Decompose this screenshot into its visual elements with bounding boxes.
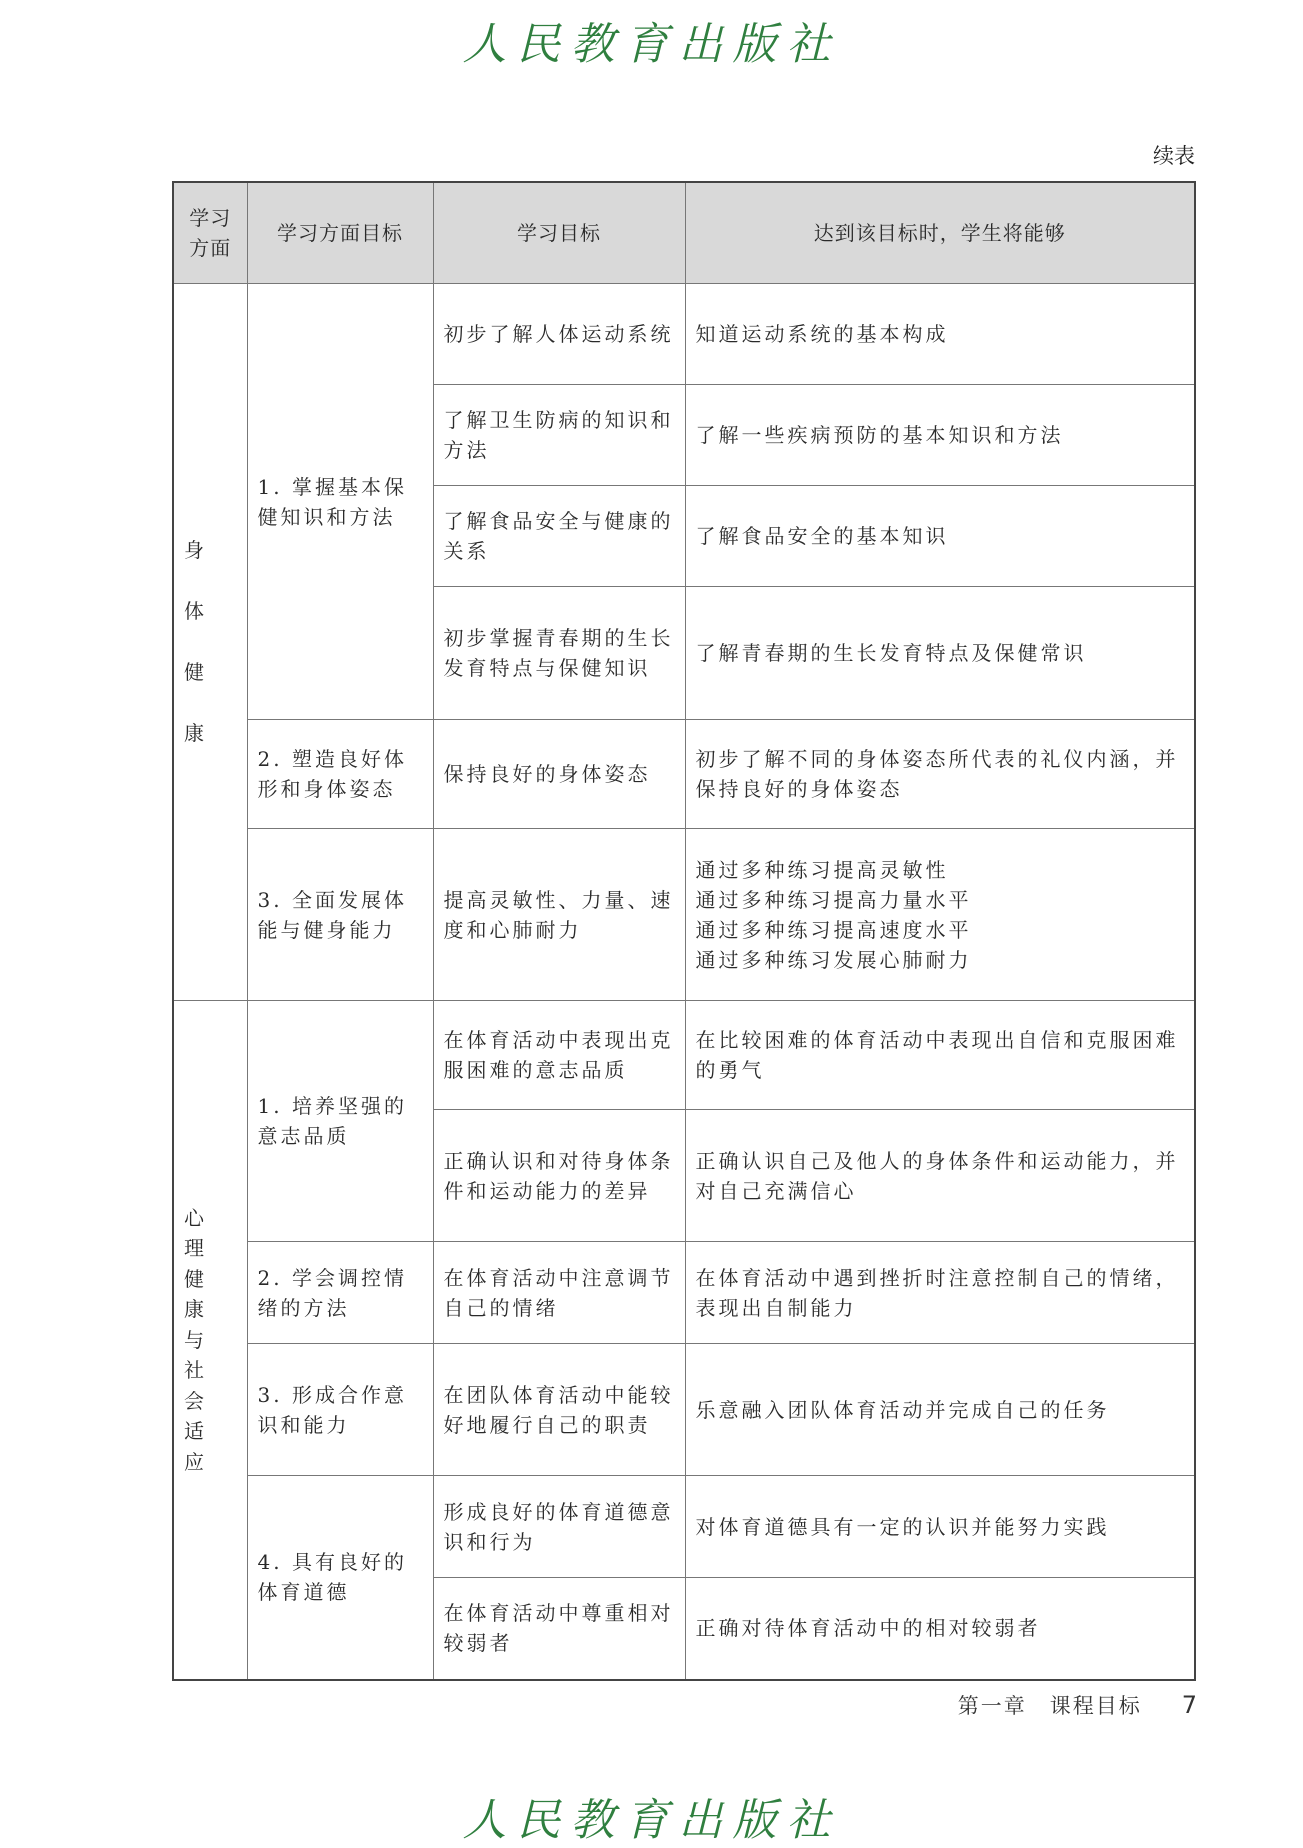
outcome-cell: 乐意融入团队体育活动并完成自己的任务 [685, 1344, 1195, 1476]
aspect-goal-cell: 1. 培养坚强的意志品质 [247, 1001, 433, 1242]
aspect-mind-char: 与 [184, 1327, 207, 1352]
curriculum-goals-table [172, 181, 1196, 1681]
outcome-cell: 对体育道德具有一定的认识并能努力实践 [685, 1476, 1195, 1578]
objective-cell: 正确认识和对待身体条件和运动能力的差异 [433, 1110, 685, 1242]
outcome-cell: 在比较困难的体育活动中表现出自信和克服困难的勇气 [685, 1001, 1195, 1110]
table-row [173, 1242, 1195, 1344]
aspect-mind-char: 健 [184, 1266, 207, 1291]
objective-cell: 提高灵敏性、力量、速度和心肺耐力 [433, 829, 685, 1001]
outcome-line: 通过多种练习发展心肺耐力 [695, 947, 972, 972]
outcome-line: 通过多种练习提高灵敏性 [695, 857, 949, 882]
aspect-mind-char: 心 [184, 1205, 207, 1230]
table-row [173, 829, 1195, 1001]
objective-cell: 在团队体育活动中能较好地履行自己的职责 [433, 1344, 685, 1476]
aspect-goal-cell: 1. 掌握基本保健知识和方法 [247, 284, 433, 720]
objective-cell: 在体育活动中尊重相对较弱者 [433, 1578, 685, 1680]
outcome-cell: 正确认识自己及他人的身体条件和运动能力，并对自己充满信心 [685, 1110, 1195, 1242]
aspect-body-char: 体 [184, 599, 207, 623]
publisher-logo-top: 人民教育出版社 [462, 19, 841, 70]
aspect-mind-char: 适 [184, 1419, 207, 1443]
aspect-goal-cell: 2. 塑造良好体形和身体姿态 [247, 720, 433, 829]
outcome-cell: 知道运动系统的基本构成 [685, 284, 1195, 385]
aspect-body-char: 康 [184, 721, 207, 745]
outcome-cell: 正确对待体育活动中的相对较弱者 [685, 1578, 1195, 1680]
outcome-cell: 了解一些疾病预防的基本知识和方法 [685, 385, 1195, 486]
aspect-body-char: 健 [184, 660, 207, 684]
table-row [173, 1476, 1195, 1578]
outcome-cell: 了解食品安全的基本知识 [685, 486, 1195, 587]
objective-cell: 在体育活动中表现出克服困难的意志品质 [433, 1001, 685, 1110]
table-row [173, 720, 1195, 829]
outcome-cell: 在体育活动中遇到挫折时注意控制自己的情绪，表现出自制能力 [685, 1242, 1195, 1344]
objective-cell: 了解卫生防病的知识和方法 [433, 385, 685, 486]
outcome-cell: 初步了解不同的身体姿态所代表的礼仪内涵，并保持良好的身体姿态 [685, 720, 1195, 829]
aspect-goal-cell: 3. 全面发展体能与健身能力 [247, 829, 433, 1001]
outcome-line: 通过多种练习提高速度水平 [695, 917, 972, 942]
aspect-mind-char: 康 [184, 1297, 207, 1321]
header-outcome: 达到该目标时，学生将能够 [685, 182, 1195, 284]
aspect-body-health [173, 284, 247, 1001]
chapter-title: 第一章 课程目标 [957, 1694, 1142, 1718]
table-header-row [173, 182, 1195, 284]
table-row [173, 1001, 1195, 1110]
objective-cell: 初步了解人体运动系统 [433, 284, 685, 385]
objective-cell: 保持良好的身体姿态 [433, 720, 685, 829]
outcome-cell [685, 829, 1195, 1001]
aspect-mind-char: 社 [184, 1358, 207, 1382]
publisher-logo-bottom: 人民教育出版社 [462, 1795, 841, 1846]
header-objective: 学习目标 [433, 182, 685, 284]
aspect-mind-char: 会 [184, 1388, 207, 1413]
outcome-line: 通过多种练习提高力量水平 [695, 887, 972, 912]
outcome-cell: 了解青春期的生长发育特点及保健常识 [685, 587, 1195, 720]
objective-cell: 在体育活动中注意调节自己的情绪 [433, 1242, 685, 1344]
aspect-body-char: 身 [184, 538, 207, 562]
aspect-goal-cell: 3. 形成合作意识和能力 [247, 1344, 433, 1476]
objective-cell: 形成良好的体育道德意识和行为 [433, 1476, 685, 1578]
objective-cell: 了解食品安全与健康的关系 [433, 486, 685, 587]
objective-cell: 初步掌握青春期的生长发育特点与保健知识 [433, 587, 685, 720]
aspect-goal-cell: 4. 具有良好的体育道德 [247, 1476, 433, 1680]
aspect-mind-char: 理 [184, 1236, 207, 1260]
header-aspect-goal: 学习方面目标 [247, 182, 433, 284]
aspect-goal-cell: 2. 学会调控情绪的方法 [247, 1242, 433, 1344]
page-number: 7 [1181, 1691, 1197, 1719]
page-footer [958, 1690, 1197, 1720]
aspect-mental-social [173, 1001, 247, 1680]
continued-label: 续表 [1153, 144, 1195, 168]
table-row [173, 284, 1195, 385]
table-row [173, 1344, 1195, 1476]
aspect-mind-char: 应 [184, 1449, 207, 1474]
header-aspect: 学习方面 [173, 182, 247, 284]
